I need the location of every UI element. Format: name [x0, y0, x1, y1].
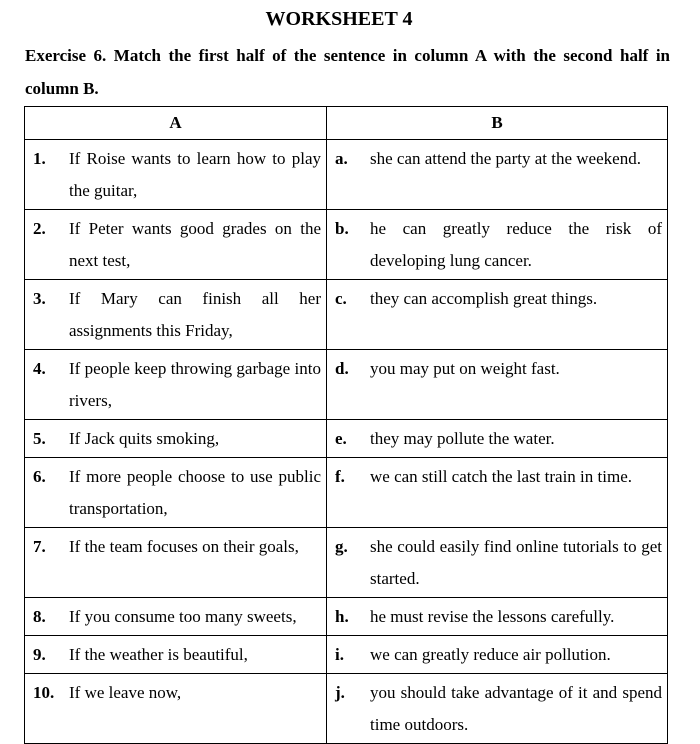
column-b-header: B — [327, 107, 668, 140]
item-letter: e. — [335, 429, 347, 448]
column-a-header: A — [25, 107, 327, 140]
column-a-cell — [25, 140, 327, 210]
column-b-cell — [327, 458, 668, 528]
first-half-text: If the team focuses on their goals, — [69, 537, 299, 556]
first-half-text: If you consume too many sweets, — [69, 607, 297, 626]
table-row — [25, 210, 668, 280]
column-a-cell — [25, 458, 327, 528]
column-a-cell — [25, 350, 327, 420]
table-header-row — [25, 107, 668, 140]
column-a-cell — [25, 674, 327, 744]
column-b-cell — [327, 674, 668, 744]
item-letter: c. — [335, 289, 347, 308]
column-a-cell — [25, 528, 327, 598]
first-half-text: If Roise wants to learn how to play the guitar, — [69, 149, 321, 200]
item-number: 6. — [33, 467, 46, 486]
table-row — [25, 674, 668, 744]
column-a-cell — [25, 280, 327, 350]
item-number: 10. — [33, 683, 55, 702]
table-row — [25, 140, 668, 210]
item-number: 1. — [33, 149, 46, 168]
table-row — [25, 598, 668, 636]
item-number: 2. — [33, 219, 46, 238]
table-row — [25, 458, 668, 528]
table-row — [25, 280, 668, 350]
column-a-cell — [25, 420, 327, 458]
second-half-text: we can greatly reduce air pollution. — [370, 645, 611, 664]
column-b-cell — [327, 636, 668, 674]
first-half-text: If Peter wants good grades on the next test, — [69, 219, 321, 270]
column-a-cell — [25, 636, 327, 674]
column-b-cell — [327, 528, 668, 598]
second-half-text: you may put on weight fast. — [370, 359, 560, 378]
first-half-text: If Mary can finish all her assignments this Friday, — [69, 289, 321, 340]
second-half-text: we can still catch the last train in time. — [370, 467, 632, 486]
column-b-cell — [327, 420, 668, 458]
item-number: 9. — [33, 645, 46, 664]
item-number: 5. — [33, 429, 46, 448]
first-half-text: If Jack quits smoking, — [69, 429, 220, 448]
table-row — [25, 420, 668, 458]
exercise-instructions: Exercise 6. Match the first half of the sentence in column A with the second half in column B. — [25, 46, 670, 98]
column-b-cell — [327, 598, 668, 636]
first-half-text: If the weather is beautiful, — [69, 645, 248, 664]
second-half-text: he must revise the lessons carefully. — [370, 607, 615, 626]
column-a-cell — [25, 210, 327, 280]
column-b-cell — [327, 280, 668, 350]
item-letter: b. — [335, 219, 349, 238]
second-half-text: she can attend the party at the weekend. — [370, 149, 641, 168]
table-row — [25, 350, 668, 420]
first-half-text: If people keep throwing garbage into rivers, — [69, 359, 321, 410]
first-half-text: If more people choose to use public transportation, — [69, 467, 321, 518]
table-row — [25, 636, 668, 674]
second-half-text: she could easily find online tutorials to get started. — [370, 537, 662, 588]
item-letter: f. — [335, 467, 345, 486]
second-half-text: they may pollute the water. — [370, 429, 555, 448]
item-number: 3. — [33, 289, 46, 308]
first-half-text: If we leave now, — [69, 683, 182, 702]
second-half-text: you should take advantage of it and spend time outdoors. — [370, 683, 662, 734]
table-row — [25, 528, 668, 598]
column-b-cell — [327, 350, 668, 420]
item-letter: a. — [335, 149, 348, 168]
second-half-text: they can accomplish great things. — [370, 289, 598, 308]
column-a-cell — [25, 598, 327, 636]
worksheet-title: WORKSHEET 4 — [265, 8, 413, 30]
second-half-text: he can greatly reduce the risk of developing lung cancer. — [370, 219, 662, 270]
item-letter: h. — [335, 607, 349, 626]
item-letter: i. — [335, 645, 344, 664]
column-b-cell — [327, 140, 668, 210]
item-number: 4. — [33, 359, 46, 378]
item-number: 7. — [33, 537, 46, 556]
column-b-cell — [327, 210, 668, 280]
matching-table — [24, 106, 668, 744]
item-letter: g. — [335, 537, 348, 556]
item-letter: j. — [335, 683, 345, 702]
item-letter: d. — [335, 359, 349, 378]
item-number: 8. — [33, 607, 46, 626]
